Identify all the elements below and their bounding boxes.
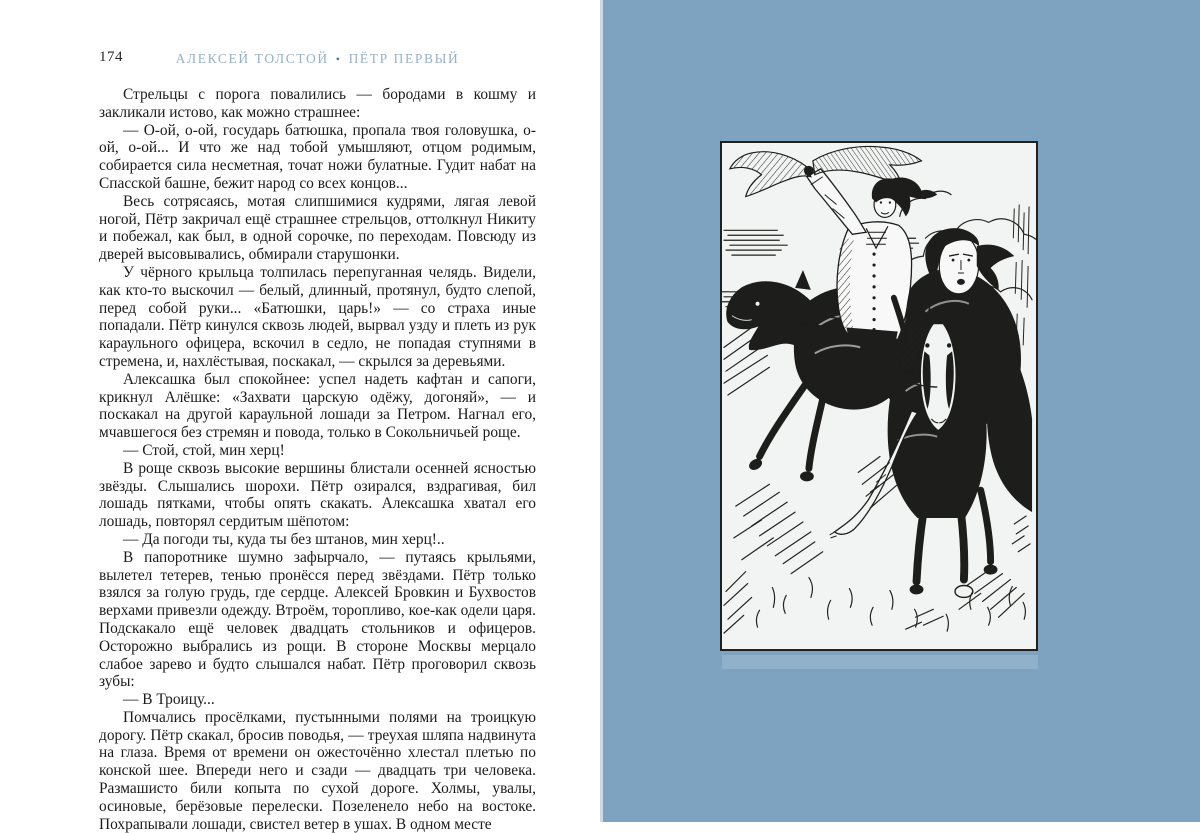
paragraph-dialogue: — Да погоди ты, куда ты без штанов, мин херц!..: [123, 530, 445, 548]
paragraph: У чёрного крыльца толпилась перепуганная челядь. Видели, как кто-то выскочил — белый, длинный, протянул, будто слепой, перед собой руки... «Батюшки, царь!» — со страха иные попадали. Пётр кинулся сквозь людей, вырвал узду и плеть из рук караульного офицера, вскочил в седло, не попадая ступнями в стремена, и, нахлёстывая, поскакал, — скрылся за деревьями.: [99, 263, 536, 370]
paragraph: Стрельцы с порога повалились — бородами в кошму и закликали истово, как можно страшнее:: [99, 86, 536, 121]
running-header-author: АЛЕКСЕЙ ТОЛСТОЙ: [175, 51, 329, 66]
gutter-highlight: [600, 0, 603, 822]
paragraph-dialogue: — Стой, стой, мин херц!: [123, 441, 285, 459]
running-header-separator: •: [335, 52, 342, 66]
paragraph: — О-ой, о-ой, государь батюшка, пропала твоя головушка, о-ой, о-ой... И что же над тобой умышляют, отцом родимым, собирается сила несметная, точат ножи булатные. Гудит набат на Спасской башне, бежит народ со всех концов...: [99, 121, 536, 192]
paragraph: Весь сотрясаясь, мотая слипшимися кудрями, лягая левой ногой, Пётр закричал ещё страшнее стрельцов, оттолкнул Никиту и побежал, как был, в одной сорочке, по переходам. Повсюду из дверей высовывались, обмирали старушонки.: [99, 192, 536, 264]
paragraph: Помчались просёлками, пустынными полями на троицкую дорогу. Пётр скакал, бросив поводья, — треухая шляпа надвинута на глаза. Время от времени он ожесточённо хлестал плетью по конской шее. Впереди него и сзади — двадцать три человека. Размашисто били копыта по сухой дороге. Холмы, увалы, осиновые, берёзовые перелески. Позеленело небо на востоке. Похрапывали лошади, свистел ветер в ушах. В одном месте: [99, 708, 536, 833]
paragraph: Алексашка был спокойнее: успел надеть кафтан и сапоги, крикнул Алёшке: «Захвати царскую одёжу, догоняй», — и поскакал на другой караульной лошади за Петром. Нагнал его, мчавшегося без стремян и повода, только в Сокольничьей роще.: [99, 370, 536, 442]
illustration-plate: [720, 141, 1038, 651]
paragraph: В роще сквозь высокие вершины блистали осенней ясностью звёзды. Слышались шорохи. Пётр озирался, вздрагивая, бил лошадь пятками, чтобы опять скакать. Алексашка хватал его лошадь, повторял сердитым шёпотом:: [99, 459, 536, 531]
running-header-title: ПЁТР ПЕРВЫЙ: [348, 51, 460, 66]
paragraph: В папоротнике шумно зафырчало, — путаясь крыльями, вылетел тетерев, тенью пронёсся перед звёздами. Пётр только взялся за голую грудь, где сердце. Алексей Бровкин и Бухвостов верхами привезли одежду. Втроём, торопливо, кое-как одели царя. Подскакало ещё человек двадцать стольников и офицеров. Осторожно выбрались из рощи. В стороне Москвы мерцало слабое зарево и будто слышался набат. Пётр проговорил сквозь зубы:: [99, 548, 536, 691]
paragraph-dialogue: — В Троицу...: [123, 691, 215, 709]
plate-shadow: [722, 655, 1038, 669]
white-hoof: [955, 586, 973, 598]
page-number: 174: [99, 49, 123, 65]
running-header: [99, 51, 536, 67]
horsemen-illustration: [722, 143, 1036, 649]
body-text: [99, 86, 536, 833]
